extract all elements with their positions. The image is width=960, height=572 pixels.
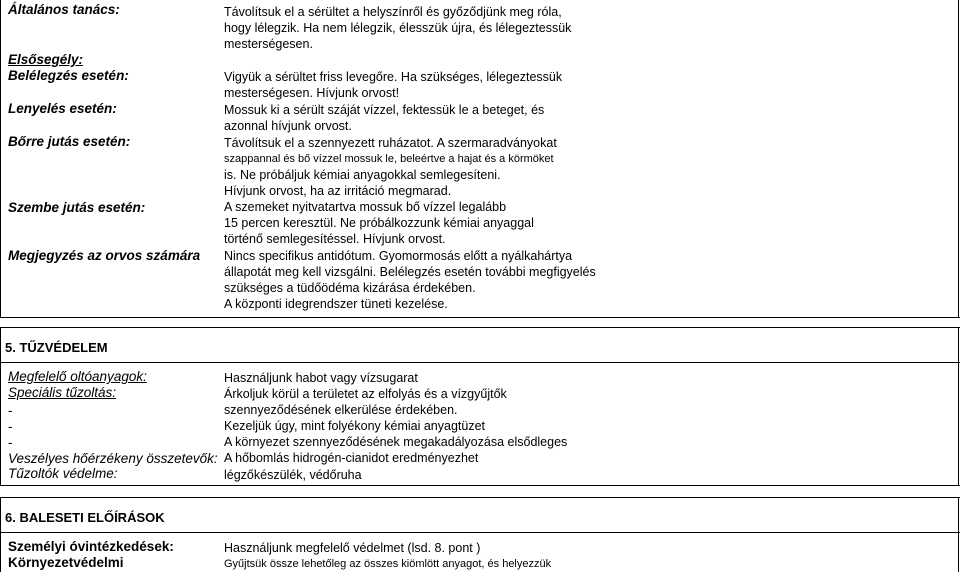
section-header-right [958,497,959,533]
skin-contact-label: Bőrre jutás esetén: [8,134,131,149]
dash-marker: - [8,403,13,418]
first-aid-line: Távolítsuk el a szennyezett ruházatot. A szermaradványokat [224,136,557,150]
first-aid-line: mesterségesen. Hívjunk orvost! [224,86,400,100]
section-header-left [0,497,1,533]
first-aid-line: mesterségesen. [224,37,313,51]
first-aid-line: szükséges a tüdőödéma kizárása érdekében. [224,281,476,295]
first-aid-line: Nincs specifikus antidótum. Gyomormosás előtt a nyálkahártya [224,249,573,263]
section-header-bottom [0,362,960,363]
fire-line: légzőkészülék, védőruha [224,468,362,482]
first-aid-line: szappannal és bő vízzel mossuk le, beleértve a hajat és a körmöket [224,153,554,165]
right-border [958,0,959,318]
section-header-bottom [0,532,960,533]
first-aid-line: A központi idegrendszer tüneti kezelése. [224,297,448,311]
physician-note-label: Megjegyzés az orvos számára [8,248,201,263]
fire-line: Árkoljuk körül a területet az elfolyás és a vízgyűjtők [224,387,507,401]
inhalation-label: Belélegzés esetén: [8,68,129,83]
section-header-top [0,327,960,328]
section-header-right [958,327,959,363]
first-aid-line: történő semlegesítéssel. Hívjunk orvost. [224,232,446,246]
first-aid-line: Távolítsuk el a sérültet a helyszínről és győződjünk meg róla, [224,5,562,19]
first-aid-line: Mossuk ki a sérült száját vízzel, fektessük le a beteget, és [224,103,545,117]
dash-marker: - [8,419,13,434]
fire-line: szennyeződésének elkerülése érdekében. [224,403,458,417]
dash-marker: - [8,435,13,450]
bottom-border [0,317,960,318]
hazardous-components-label: Veszélyes hőérzékeny összetevők: [8,451,218,466]
fire-line: Kezeljük úgy, mint folyékony kémiai anyagtüzet [224,419,486,433]
section-header-left [0,327,1,363]
section-left-border [0,532,1,572]
personal-precautions-label: Személyi óvintézkedések: [8,539,174,554]
section-left-border [0,362,1,486]
first-aid-label: Elsősegély: [8,52,84,67]
firefighter-protection-label: Tűzoltók védelme: [8,466,118,481]
first-aid-line: 15 percen keresztül. Ne próbálkozzunk kémiai anyaggal [224,216,534,230]
section-title: 5. TŰZVÉDELEM [5,340,108,355]
section-right-border [958,362,959,486]
fire-line: A hőbomlás hidrogén-cianidot eredményezhet [224,451,479,465]
first-aid-line: azonnal hívjunk orvost. [224,119,352,133]
extinguishing-media-label: Megfelelő oltóanyagok: [8,369,147,384]
ingestion-label: Lenyelés esetén: [8,101,117,116]
fire-line: A környezet szennyeződésének megakadályozása elsődleges [224,435,568,449]
special-firefighting-label: Speciális tűzoltás: [8,385,117,400]
section-right-border [958,532,959,572]
general-advice-label: Általános tanács: [8,2,120,17]
release-line: Használjunk megfelelő védelmet (lsd. 8. pont ) [224,541,481,555]
first-aid-line: hogy lélegzik. Ha nem lélegzik, élesszük újra, és lélegeztessük [224,21,572,35]
section-header-top [0,497,960,498]
first-aid-line: is. Ne próbáljuk kémiai anyagokkal semlegesíteni. [224,168,501,182]
fire-line: Használjunk habot vagy vízsugarat [224,371,418,385]
first-aid-line: A szemeket nyitvatartva mossuk bő vízzel legalább [224,200,507,214]
environmental-label: Környezetvédelmi [8,555,124,570]
section-bottom-border [0,485,960,486]
left-border [0,0,1,318]
first-aid-line: Vigyük a sérültet friss levegőre. Ha szükséges, lélegeztessük [224,70,563,84]
first-aid-line: Hívjunk orvost, ha az irritáció megmarad. [224,184,452,198]
eye-contact-label: Szembe jutás esetén: [8,200,146,215]
release-line: Gyűjtsük össze lehetőleg az összes kiömlött anyagot, és helyezzük [224,558,552,570]
first-aid-line: állapotát meg kell vizsgálni. Belélegzés esetén további megfigyelés [224,265,596,279]
section-title: 6. BALESETI ELŐÍRÁSOK [5,510,165,525]
